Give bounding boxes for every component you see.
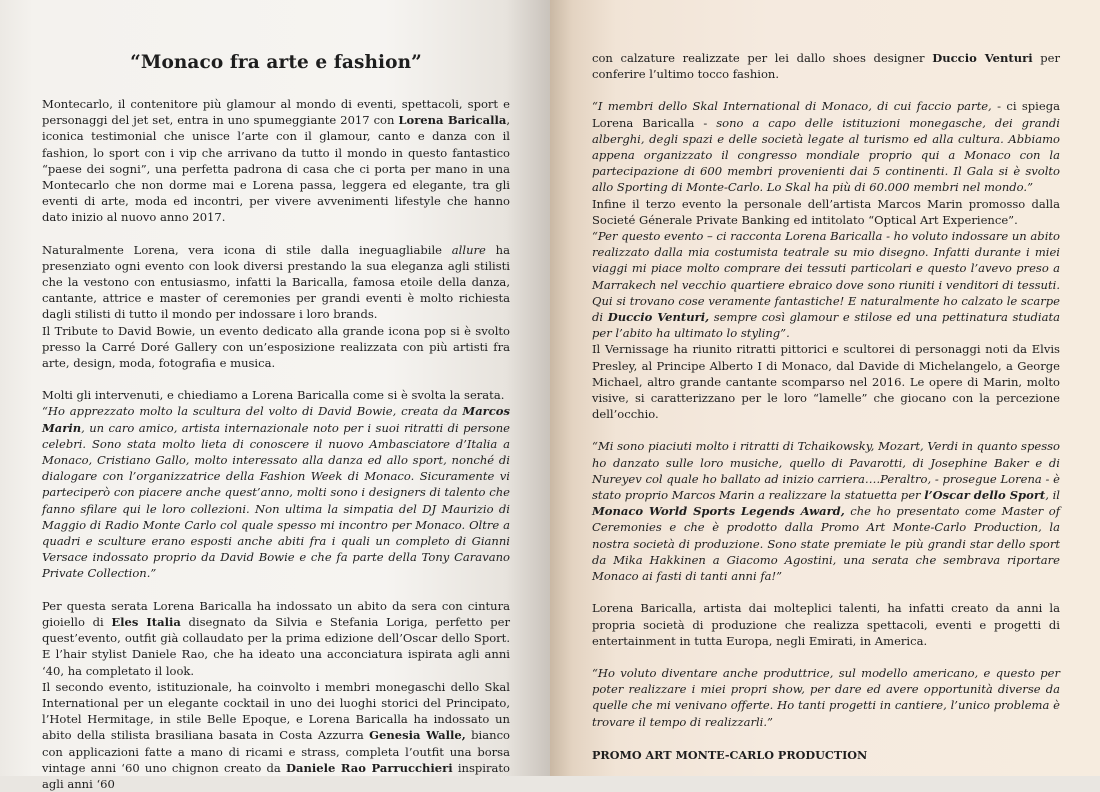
article-title: “Monaco fra arte e fashion” (130, 52, 422, 73)
name-marcos-marin: Marcos Marin (42, 404, 510, 435)
paragraph-bowie-tribute: Il Tribute to David Bowie, un evento dedicato alla grande icona pop si è svolto presso la Carré Doré Gallery con un’esposizione realizzata con più artisti fra arte, design, moda, fotografia e musica. (42, 323, 510, 371)
quote-portraits: “Mi sono piaciuti molto i ritratti di Tchaikowsky, Mozart, Verdi in quanto spesso ho danzato sulle loro musiche, quello di Pavarotti, di Josephine Baker e di Nureyev col quale ho ballato ad inizio carriera….Peraltro, - prosegue Lorena - è stato proprio Marcos Marin a realizzare la statuetta per l’Oscar dello Sport, il Monaco World Sports Legends Award, che ho presentato come Master of Ceremonies e che è prodotto dalla Promo Art Monte-Carlo Production, la nostra società di produzione. Sono state premiate le più grandi star dello sport da Mika Hakkinen a Giacomo Agostini, una serata che sembrava riportare Monaco ai fasti di tanti anni fa!” (592, 439, 1060, 584)
name-eles-italia: Eles Italia (111, 614, 181, 629)
quote-producer: “Ho voluto diventare anche produttrice, sul modello americano, e questo per poter realizzare i miei propri show, per dare ed avere opportunità diverse da quelle che mi venivano offerte. Ho tanti progetti in cantiere, l’unico problema è trovare il tempo di realizzarli.” (592, 665, 1060, 729)
right-page (550, 0, 1100, 776)
paragraph-vernissage: Il Vernissage ha riunito ritratti pittorici e scultorei di personaggi noti da Elvis Presley, al Principe Alberto I di Monaco, dal Davide di Michelangelo, a George Michael, altro grande cantante scomparso nel 2016. Le opere di Marin, molto visive, si caratterizzano per le loro “lamelle” che giocano con la percezione dell’occhio. (592, 342, 1060, 422)
paragraph-intro: Montecarlo, il contenitore più glamour al mondo di eventi, spettacoli, sport e personaggi del jet set, entra in uno spumeggiante 2017 con Lorena Baricalla, iconica testimonial che unisce l’arte con il glamour, canto e danza con il fashion, lo sport con i vip che arrivano da tutto il mondo in questo fantastico “paese dei sogni”, una perfetta padrona di casa che ci porta per mano in una Montecarlo che non dorme mai e Lorena passa, leggera ed elegante, tra gli eventi di arte, moda ed incontri, per vivere avvenimenti lifestyle che hanno dato inizio al nuovo anno 2017. (42, 97, 510, 225)
oscar-dello-sport: l’Oscar dello Sport (924, 488, 1046, 503)
paragraph-outfit: Per questa serata Lorena Baricalla ha indossato un abito da sera con cintura gioiello di Eles Italia disegnato da Silvia e Stefania Loriga, perfetto per quest’evento, outfit già collaudato per la prima edizione dell’Oscar dello Sport. E l’hair stylist Daniele Rao, che ha ideato una acconciatura ispirata agli anni ‘40, ha completato il look. (42, 598, 511, 678)
name-duccio-venturi: Duccio Venturi (932, 51, 1033, 65)
article-signature: PROMO ART MONTE-CARLO PRODUCTION (592, 747, 868, 762)
name-duccio-venturi-2: Duccio Venturi, (607, 310, 710, 325)
name-genesia-walle: Genesia Walle, (369, 728, 466, 743)
paragraph-question: Molti gli intervenuti, e chiediamo a Lorena Baricalla come si è svolta la serata. (42, 388, 505, 403)
paragraph-third-event: Infine il terzo evento la personale dell’artista Marcos Marin promosso dalla Societé Génerale Private Banking ed intitolato “Optical Art Experience”. (592, 196, 1060, 227)
paragraph-style-icon: Naturalmente Lorena, vera icona di stile dalla ineguagliabile allure ha presenziato ogni evento con look diversi prestando la sua eleganza agli stilisti che la vestono con entusiasmo, infatti la Baricalla, famosa etoile della danza, cantante, attrice e master of ceremonies per grandi eventi è molto richiesta dagli stilisti di tutto il mondo per indossare i loro brands. (42, 242, 510, 322)
quote-bowie: “Ho apprezzato molto la scultura del volto di David Bowie, creata da Marcos Marin, un caro amico, artista internazionale noto per i suoi ritratti di persone celebri. Sono stata molto lieta di conoscere il nuovo Ambasciatore d’Italia a Monaco, Cristiano Gallo, molto interessato alla danza ed allo sport, nonché di dialogare con l’organizzatrice della Fashion Week di Monaco. Sicuramente vi parteciperò con piacere anche quest’anno, molti sono i designers di talento che fanno sfilare qui le loro collezioni. Non ultima la simpatia del DJ Maurizio di Maggio di Radio Monte Carlo col quale spesso mi incontro per Monaco. Oltre a quadri e sculture erano esposti anche abiti fra i quali un completo di Gianni Versace indossato proprio da David Bowie e che fa parte della Tony Caravano Private Collection.” (42, 404, 510, 581)
quote-skal: “I membri dello Skal International di Monaco, di cui faccio parte, - ci spiega Lorena Baricalla - sono a capo delle istituzioni monegasche, dei grandi alberghi, degli spazi e delle società legate al turismo ed alla cultura. Abbiamo appena organizzato il congresso mondiale proprio qui a Monaco con la partecipazione di 600 membri provenienti dai 5 continenti. Il Gala si è svolto allo Sporting di Monte-Carlo. Lo Skal ha più di 60.000 membri nel mondo.” (592, 99, 1060, 195)
paragraph-production: Lorena Baricalla, artista dai molteplici talenti, ha infatti creato da anni la propria società di produzione che realizza spettacoli, eventi e progetti di entertainment in tutta Europa, negli Emirati, in America. (592, 601, 1060, 648)
left-page (0, 0, 550, 791)
paragraph-second-event: Il secondo evento, istituzionale, ha coinvolto i membri monegaschi dello Skal International per un elegante cocktail in uno dei luoghi storici del Principato, l’Hotel Hermitage, in stile Belle Epoque, e Lorena Baricalla ha indossato un abito della stilista brasiliana basata in Costa Azzurra Genesia Walle, bianco con applicazioni fatte a mano di ricami e strass, completa l’outfit una borsa vintage anni ‘60 uno chignon creato da Daniele Rao Parrucchieri inspirato agli anni ‘60 (42, 679, 510, 791)
paragraph-shoes: con calzature realizzate per lei dallo shoes designer Duccio Venturi per conferire l’ultimo tocco fashion. (592, 51, 1060, 82)
award-name: Monaco World Sports Legends Award, (592, 504, 845, 519)
quote-third-event: “Per questo evento – ci racconta Lorena Baricalla - ho voluto indossare un abito realizzato dalla mia costumista teatrale su mio disegno. Infatti durante i miei viaggi mi piace molto comprare dei tessuti particolari e questo l’avevo preso a Marrakech nel vecchio quartiere ebraico dove sono riuniti i venditori di tessuti. Qui si trovano cose veramente fantastiche! E naturalmente ho calzato le scarpe di Duccio Venturi, sempre così glamour e stilose ed una pettinatura studiata per l’abito ha ultimato lo styling”. (592, 229, 1060, 341)
name-lorena-baricalla: Lorena Baricalla (398, 113, 507, 128)
name-daniele-rao: Daniele Rao Parrucchieri (286, 760, 453, 775)
